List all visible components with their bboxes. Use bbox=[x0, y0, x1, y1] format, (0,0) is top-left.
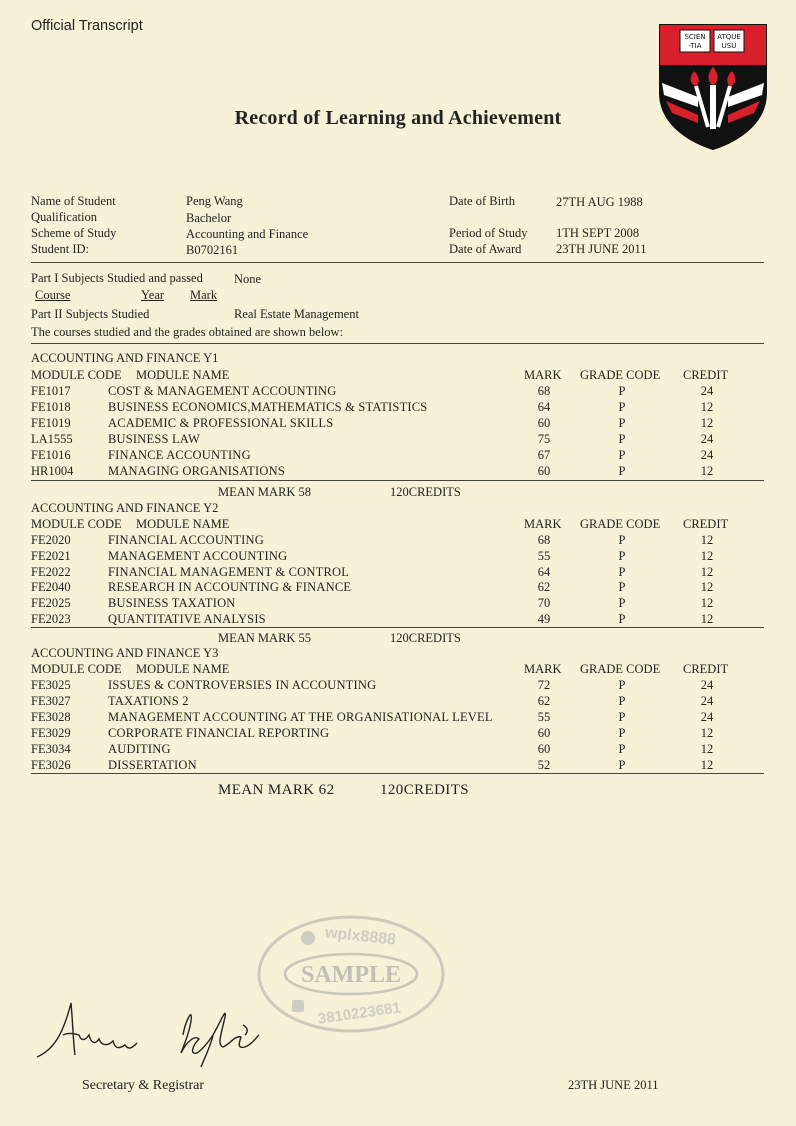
svg-text:ATQUE: ATQUE bbox=[717, 33, 741, 41]
module-code: FE3025 bbox=[31, 678, 71, 692]
module-name: BUSINESS TAXATION bbox=[108, 596, 236, 610]
grade-header: GRADE CODE bbox=[580, 662, 661, 676]
svg-text:USU: USU bbox=[721, 42, 737, 50]
module-mark: 72 bbox=[537, 678, 551, 692]
module-credit: 24 bbox=[700, 678, 714, 692]
table-header bbox=[0, 517, 796, 533]
module-grade: P bbox=[618, 726, 626, 740]
university-crest-icon bbox=[658, 23, 768, 151]
module-credit: 24 bbox=[700, 432, 714, 446]
divider bbox=[31, 773, 764, 774]
mark-header: MARK bbox=[524, 368, 562, 382]
table-header bbox=[0, 662, 796, 678]
module-credit: 12 bbox=[700, 533, 714, 547]
module-grade: P bbox=[618, 758, 626, 772]
part1-label: Part I Subjects Studied and passed bbox=[31, 271, 203, 285]
table-row bbox=[0, 400, 796, 416]
module-grade: P bbox=[618, 533, 626, 547]
module-name: MANAGING ORGANISATIONS bbox=[108, 464, 285, 478]
module-credit: 12 bbox=[700, 565, 714, 579]
module-mark: 75 bbox=[537, 432, 551, 446]
courses-note: The courses studied and the grades obtained are shown below: bbox=[31, 325, 344, 339]
module-grade: P bbox=[618, 710, 626, 724]
module-code: FE2022 bbox=[31, 565, 71, 579]
scheme-value: Accounting and Finance bbox=[186, 227, 309, 241]
module-name: COST & MANAGEMENT ACCOUNTING bbox=[108, 384, 337, 398]
stamp-center-text: SAMPLE bbox=[300, 962, 402, 988]
module-grade: P bbox=[618, 416, 626, 430]
year-title: ACCOUNTING AND FINANCE Y1 bbox=[31, 351, 219, 365]
module-name: BUSINESS ECONOMICS,MATHEMATICS & STATISTICS bbox=[108, 400, 428, 414]
scheme-label: Scheme of Study bbox=[31, 226, 117, 240]
module-mark: 55 bbox=[537, 710, 551, 724]
svg-text:SCIEN: SCIEN bbox=[684, 33, 706, 41]
module-mark: 60 bbox=[537, 464, 551, 478]
divider bbox=[31, 627, 764, 628]
period-value: 1TH SEPT 2008 bbox=[556, 226, 640, 240]
table-row bbox=[0, 384, 796, 400]
module-mark: 68 bbox=[537, 384, 551, 398]
module-credit: 12 bbox=[700, 400, 714, 414]
module-code-header: MODULE CODE bbox=[31, 662, 122, 676]
module-name: DISSERTATION bbox=[108, 758, 197, 772]
table-row bbox=[0, 710, 796, 726]
module-mark: 55 bbox=[537, 549, 551, 563]
table-row bbox=[0, 448, 796, 464]
module-code: FE3028 bbox=[31, 710, 71, 724]
module-grade: P bbox=[618, 742, 626, 756]
module-name: FINANCE ACCOUNTING bbox=[108, 448, 251, 462]
sample-stamp-icon bbox=[256, 914, 446, 1034]
module-credit: 12 bbox=[700, 612, 714, 626]
table-row bbox=[0, 580, 796, 596]
table-header bbox=[0, 368, 796, 384]
student-id-value: B0702161 bbox=[186, 243, 239, 257]
module-code-header: MODULE CODE bbox=[31, 368, 122, 382]
stamp-bottom-text: 3810223681 bbox=[316, 999, 402, 1028]
module-credit: 12 bbox=[700, 580, 714, 594]
divider bbox=[31, 343, 764, 344]
mean-mark: MEAN MARK 62 bbox=[218, 782, 335, 798]
module-code: FE2040 bbox=[31, 580, 71, 594]
table-row bbox=[0, 432, 796, 448]
grade-header: GRADE CODE bbox=[580, 368, 661, 382]
module-grade: P bbox=[618, 678, 626, 692]
module-credit: 12 bbox=[700, 758, 714, 772]
module-credit: 12 bbox=[700, 596, 714, 610]
issue-date: 23TH JUNE 2011 bbox=[568, 1078, 659, 1092]
module-code: FE2023 bbox=[31, 612, 71, 626]
table-row bbox=[0, 742, 796, 758]
table-row bbox=[0, 758, 796, 774]
period-label: Period of Study bbox=[449, 226, 528, 240]
grade-header: GRADE CODE bbox=[580, 517, 661, 531]
module-name: MANAGEMENT ACCOUNTING AT THE ORGANISATIONAL LEVEL bbox=[108, 710, 493, 724]
module-credit: 12 bbox=[700, 464, 714, 478]
table-row bbox=[0, 549, 796, 565]
qualification-label: Qualification bbox=[31, 210, 97, 224]
module-code: FE3029 bbox=[31, 726, 71, 740]
module-name: ISSUES & CONTROVERSIES IN ACCOUNTING bbox=[108, 678, 377, 692]
module-code: FE1016 bbox=[31, 448, 71, 462]
mean-mark: MEAN MARK 55 bbox=[218, 631, 312, 645]
year-label: Year bbox=[141, 288, 165, 302]
credit-header: CREDIT bbox=[683, 662, 729, 676]
table-row bbox=[0, 565, 796, 581]
module-grade: P bbox=[618, 400, 626, 414]
module-grade: P bbox=[618, 694, 626, 708]
module-credit: 12 bbox=[700, 416, 714, 430]
document-title: Record of Learning and Achievement bbox=[234, 107, 562, 129]
total-credits: 120CREDITS bbox=[390, 631, 461, 645]
module-grade: P bbox=[618, 549, 626, 563]
stamp-top-text: wplx8888 bbox=[324, 924, 397, 949]
module-code: FE2025 bbox=[31, 596, 71, 610]
credit-header: CREDIT bbox=[683, 517, 729, 531]
signature-icon bbox=[33, 995, 273, 1075]
table-row bbox=[0, 416, 796, 432]
module-code: FE1018 bbox=[31, 400, 71, 414]
qualification-value: Bachelor bbox=[186, 211, 232, 225]
module-grade: P bbox=[618, 384, 626, 398]
award-label: Date of Award bbox=[449, 242, 522, 256]
module-name-header: MODULE NAME bbox=[136, 517, 230, 531]
mean-mark: MEAN MARK 58 bbox=[218, 485, 312, 499]
table-row bbox=[0, 596, 796, 612]
module-mark: 64 bbox=[537, 565, 551, 579]
module-mark: 64 bbox=[537, 400, 551, 414]
module-mark: 49 bbox=[537, 612, 551, 626]
module-name: TAXATIONS 2 bbox=[108, 694, 189, 708]
module-code: FE1019 bbox=[31, 416, 71, 430]
module-mark: 67 bbox=[537, 448, 551, 462]
divider bbox=[31, 480, 764, 481]
mark-header: MARK bbox=[524, 662, 562, 676]
credit-header: CREDIT bbox=[683, 368, 729, 382]
part1-value: None bbox=[234, 272, 262, 286]
module-name: ACADEMIC & PROFESSIONAL SKILLS bbox=[108, 416, 334, 430]
student-name: Peng Wang bbox=[186, 194, 243, 208]
module-credit: 12 bbox=[700, 742, 714, 756]
module-credit: 24 bbox=[700, 710, 714, 724]
module-mark: 68 bbox=[537, 533, 551, 547]
mark-header: MARK bbox=[524, 517, 562, 531]
module-name: QUANTITATIVE ANALYSIS bbox=[108, 612, 266, 626]
dob-value: 27TH AUG 1988 bbox=[556, 195, 643, 209]
table-row bbox=[0, 464, 796, 480]
part2-label: Part II Subjects Studied bbox=[31, 307, 150, 321]
module-mark: 70 bbox=[537, 596, 551, 610]
module-mark: 60 bbox=[537, 726, 551, 740]
student-id-label: Student ID: bbox=[31, 242, 89, 256]
module-name: RESEARCH IN ACCOUNTING & FINANCE bbox=[108, 580, 352, 594]
module-credit: 12 bbox=[700, 726, 714, 740]
module-code: FE2021 bbox=[31, 549, 71, 563]
module-code: FE1017 bbox=[31, 384, 71, 398]
module-credit: 24 bbox=[700, 694, 714, 708]
module-code: FE3034 bbox=[31, 742, 71, 756]
module-credit: 12 bbox=[700, 549, 714, 563]
divider bbox=[31, 262, 764, 263]
module-name: FINANCIAL ACCOUNTING bbox=[108, 533, 264, 547]
module-name-header: MODULE NAME bbox=[136, 662, 230, 676]
module-code: FE3027 bbox=[31, 694, 71, 708]
module-code: FE3026 bbox=[31, 758, 71, 772]
module-mark: 60 bbox=[537, 416, 551, 430]
part2-value: Real Estate Management bbox=[234, 307, 359, 321]
module-name: CORPORATE FINANCIAL REPORTING bbox=[108, 726, 330, 740]
module-mark: 52 bbox=[537, 758, 551, 772]
signatory-title: Secretary & Registrar bbox=[82, 1078, 205, 1093]
name-label: Name of Student bbox=[31, 194, 116, 208]
table-row bbox=[0, 533, 796, 549]
module-mark: 62 bbox=[537, 580, 551, 594]
total-credits: 120CREDITS bbox=[390, 485, 461, 499]
table-row bbox=[0, 726, 796, 742]
total-credits: 120CREDITS bbox=[380, 782, 470, 798]
mark-label: Mark bbox=[190, 288, 218, 302]
module-grade: P bbox=[618, 464, 626, 478]
module-mark: 60 bbox=[537, 742, 551, 756]
module-grade: P bbox=[618, 596, 626, 610]
year-title: ACCOUNTING AND FINANCE Y2 bbox=[31, 501, 219, 515]
module-name: MANAGEMENT ACCOUNTING bbox=[108, 549, 288, 563]
table-row bbox=[0, 694, 796, 710]
table-row bbox=[0, 678, 796, 694]
svg-text:-TIA: -TIA bbox=[688, 42, 702, 50]
course-label: Course bbox=[35, 288, 71, 302]
module-name-header: MODULE NAME bbox=[136, 368, 230, 382]
award-value: 23TH JUNE 2011 bbox=[556, 242, 647, 256]
module-credit: 24 bbox=[700, 384, 714, 398]
module-grade: P bbox=[618, 448, 626, 462]
module-code-header: MODULE CODE bbox=[31, 517, 122, 531]
module-code: LA1555 bbox=[31, 432, 73, 446]
module-grade: P bbox=[618, 432, 626, 446]
module-code: HR1004 bbox=[31, 464, 74, 478]
module-grade: P bbox=[618, 612, 626, 626]
year-title: ACCOUNTING AND FINANCE Y3 bbox=[31, 646, 219, 660]
module-mark: 62 bbox=[537, 694, 551, 708]
document-label: Official Transcript bbox=[31, 18, 143, 34]
module-name: BUSINESS LAW bbox=[108, 432, 201, 446]
module-grade: P bbox=[618, 580, 626, 594]
module-credit: 24 bbox=[700, 448, 714, 462]
table-row bbox=[0, 612, 796, 628]
module-grade: P bbox=[618, 565, 626, 579]
module-code: FE2020 bbox=[31, 533, 71, 547]
module-name: AUDITING bbox=[108, 742, 171, 756]
dob-label: Date of Birth bbox=[449, 194, 515, 208]
module-name: FINANCIAL MANAGEMENT & CONTROL bbox=[108, 565, 350, 579]
